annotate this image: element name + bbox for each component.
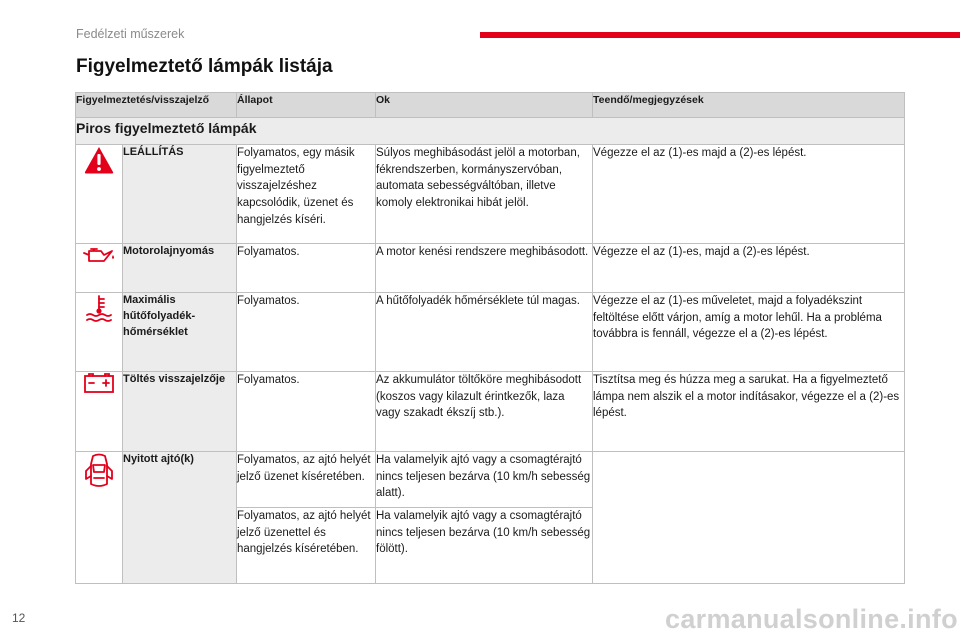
- table-row: [76, 452, 905, 508]
- indicator-name: Töltés visszajelzője: [123, 372, 237, 452]
- page-title: Figyelmeztető lámpák listája: [76, 56, 333, 77]
- cause-cell: A hűtőfolyadék hőmérséklete túl magas.: [376, 293, 593, 372]
- cause-cell: Ha valamelyik ajtó vagy a csomagtérajtó nincs teljesen bezárva (10 km/h sebesség alatt).: [376, 452, 593, 508]
- icon-cell: [76, 293, 123, 372]
- cause-cell: Súlyos meghibásodást jelöl a motorban, fékrendszerben, kormányszervóban, automata sebességváltóban, illetve komoly elektronikai hibát jelöl.: [376, 145, 593, 244]
- table-row: [76, 244, 905, 293]
- cause-cell: Az akkumulátor töltőköre meghibásodott (koszos vagy kilazult érintkezők, laza vagy szakadt ékszíj stb.).: [376, 372, 593, 452]
- icon-cell: [76, 244, 123, 293]
- oil-can-icon: [76, 244, 122, 266]
- state-cell: Folyamatos, az ajtó helyét jelző üzenettel és hangjelzés kíséretében.: [237, 508, 376, 584]
- table-row: [76, 145, 905, 244]
- indicator-name: Nyitott ajtó(k): [123, 452, 237, 584]
- table-row: [76, 293, 905, 372]
- action-cell: Tisztítsa meg és húzza meg a sarukat. Ha a figyelmeztető lámpa nem alszik el a motor indításakor, végezze el a (2)-es lépést.: [593, 372, 905, 452]
- door-open-icon: [76, 452, 122, 492]
- section-title: Fedélzeti műszerek: [76, 27, 185, 41]
- indicator-name: Motorolajnyomás: [123, 244, 237, 293]
- subheading-row: [76, 118, 905, 145]
- red-lamps-subheading: Piros figyelmeztető lámpák: [76, 118, 905, 145]
- state-cell: Folyamatos.: [237, 372, 376, 452]
- accent-rule: [480, 32, 960, 38]
- state-cell: Folyamatos, egy másik figyelmeztető visszajelzéshez kapcsolódik, üzenet és hangjelzés kíséri.: [237, 145, 376, 244]
- state-cell: Folyamatos.: [237, 293, 376, 372]
- icon-cell: [76, 145, 123, 244]
- cause-cell: A motor kenési rendszere meghibásodott.: [376, 244, 593, 293]
- page-number: 12: [12, 611, 26, 625]
- column-header-state: Állapot: [237, 93, 376, 118]
- battery-icon: [76, 372, 122, 394]
- table-row: [76, 372, 905, 452]
- column-header-cause: Ok: [376, 93, 593, 118]
- action-cell: Végezze el az (1)-es műveletet, majd a folyadékszint feltöltése előtt várjon, amíg a motor lehűl. Ha a probléma továbbra is fennáll, végezze el a (2)-es lépést.: [593, 293, 905, 372]
- column-header-action: Teendő/megjegyzések: [593, 93, 905, 118]
- action-cell: Végezze el az (1)-es, majd a (2)-es lépést.: [593, 244, 905, 293]
- action-cell: Végezze el az (1)-es majd a (2)-es lépést.: [593, 145, 905, 244]
- coolant-temperature-icon: [76, 293, 122, 323]
- state-cell: Folyamatos, az ajtó helyét jelző üzenet kíséretében.: [237, 452, 376, 508]
- warning-triangle-icon: [76, 145, 122, 175]
- column-header-indicator: Figyelmeztetés/visszajelző: [76, 93, 237, 118]
- state-cell: Folyamatos.: [237, 244, 376, 293]
- warning-lamps-table: [75, 92, 905, 584]
- icon-cell: [76, 452, 123, 584]
- table-header-row: [76, 93, 905, 118]
- action-cell: [593, 452, 905, 584]
- icon-cell: [76, 372, 123, 452]
- indicator-name: LEÁLLÍTÁS: [123, 145, 237, 244]
- watermark: carmanualsonline.info: [665, 604, 958, 634]
- indicator-name: Maximális hűtőfolyadék-hőmérséklet: [123, 293, 237, 372]
- cause-cell: Ha valamelyik ajtó vagy a csomagtérajtó nincs teljesen bezárva (10 km/h sebesség fölött).: [376, 508, 593, 584]
